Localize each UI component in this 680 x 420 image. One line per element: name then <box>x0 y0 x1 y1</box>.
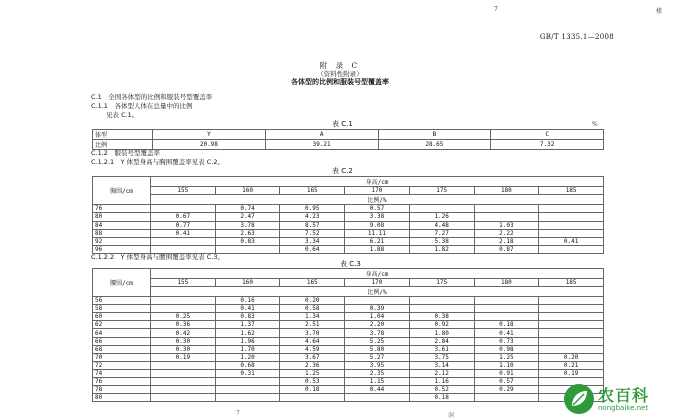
table-c1-cell: 39.21 <box>265 140 378 150</box>
appendix-name: 各体型的比例和服装号型覆盖率 <box>291 78 389 86</box>
table-cell: 1.34 <box>280 313 345 321</box>
table-cell: 5.38 <box>409 237 474 245</box>
table-c1-caption: 表 C.1 <box>332 120 353 128</box>
girth-value: 58 <box>93 305 151 313</box>
table-cell: 3.75 <box>409 353 474 361</box>
height-value: 170 <box>345 279 410 287</box>
table-cell: 3.95 <box>345 361 410 369</box>
table-cell: 2.20 <box>345 321 410 329</box>
table-c1-header-cell: Y <box>153 130 266 140</box>
appendix-title: 附 录 C <box>319 61 361 70</box>
table-cell: 0.19 <box>151 353 216 361</box>
girth-value: 56 <box>93 297 151 305</box>
table-cell: 0.25 <box>151 313 216 321</box>
table-cell: 0.19 <box>539 369 604 377</box>
table-c1-unit: % <box>592 121 598 128</box>
table-cell: 4.48 <box>409 221 474 229</box>
girth-value: 70 <box>93 353 151 361</box>
table-cell: 2.36 <box>280 361 345 369</box>
table-cell: 2.12 <box>409 369 474 377</box>
page-corner-mark: 7 <box>494 6 498 13</box>
table-cell: 2.47 <box>215 213 280 221</box>
table-cell: 0.87 <box>474 246 539 254</box>
table-cell: 0.41 <box>215 305 280 313</box>
height-value: 185 <box>539 187 604 195</box>
height-value: 170 <box>345 187 410 195</box>
table-cell <box>151 361 216 369</box>
height-label: 身高/cm <box>151 177 604 187</box>
table-cell <box>409 305 474 313</box>
table-cell <box>539 205 604 213</box>
table-row <box>93 229 604 237</box>
row-header-label: 胸围/cm <box>93 177 151 205</box>
table-row <box>93 353 604 361</box>
table-cell: 0.30 <box>151 337 216 345</box>
ratio-label-row <box>93 195 604 205</box>
table-cell: 1.25 <box>280 369 345 377</box>
section-c11-ref: 见表 C.1。 <box>106 111 139 119</box>
height-value: 175 <box>409 187 474 195</box>
section-c12: C.1.2 服装号型覆盖率 <box>91 149 160 157</box>
table-row <box>93 221 604 229</box>
girth-value: 74 <box>93 369 151 377</box>
table-cell <box>539 321 604 329</box>
watermark-url: nongbaike.net <box>598 403 649 412</box>
section-c11: C.1.1 各体型人体在总量中的比例 <box>91 102 193 110</box>
table-cell <box>151 378 216 386</box>
table-cell <box>539 213 604 221</box>
table-cell: 0.30 <box>151 345 216 353</box>
girth-value: 80 <box>93 213 151 221</box>
table-cell: 0.41 <box>474 329 539 337</box>
table-cell: 1.20 <box>215 353 280 361</box>
site-watermark-logo <box>564 381 676 417</box>
table-cell: 0.29 <box>474 386 539 394</box>
table-row <box>93 313 604 321</box>
ratio-label: 比例/% <box>151 287 604 297</box>
table-cell <box>539 246 604 254</box>
table-cell: 0.77 <box>151 221 216 229</box>
table-cell <box>215 394 280 402</box>
girth-value: 84 <box>93 221 151 229</box>
table-cell: 0.18 <box>409 394 474 402</box>
girth-value: 96 <box>93 246 151 254</box>
section-c121: C.1.2.1 Y 体型身高与胸围覆盖率见表 C.2。 <box>91 158 224 166</box>
height-value: 155 <box>151 279 216 287</box>
table-cell <box>539 229 604 237</box>
girth-value: 80 <box>93 394 151 402</box>
standard-number: GB/T 1335.1—2008 <box>539 33 614 41</box>
table-cell: 5.27 <box>345 353 410 361</box>
height-value: 165 <box>280 279 345 287</box>
table-cell: 0.83 <box>215 237 280 245</box>
table-cell: 3.34 <box>280 237 345 245</box>
table-cell: 2.51 <box>280 321 345 329</box>
table-cell <box>151 237 216 245</box>
table-row <box>93 205 604 213</box>
appendix-subtitle: （资料性附录） <box>317 70 363 78</box>
table-cell: 0.36 <box>151 321 216 329</box>
table-cell: 1.25 <box>474 353 539 361</box>
table-cell: 0.41 <box>539 237 604 245</box>
table-cell: 0.53 <box>280 378 345 386</box>
table-cell: 2.35 <box>345 369 410 377</box>
table-cell <box>345 297 410 305</box>
table-cell <box>474 313 539 321</box>
table-cell <box>539 305 604 313</box>
table-cell: 0.18 <box>280 386 345 394</box>
table-c1-header-cell: C <box>491 130 604 140</box>
table-row <box>93 369 604 377</box>
table-cell: 5.25 <box>345 337 410 345</box>
table-row <box>93 321 604 329</box>
table-c1-data-row <box>93 140 604 150</box>
table-cell: 2.18 <box>474 237 539 245</box>
table-cell <box>539 221 604 229</box>
footer-mark-right: 洞 <box>448 412 455 419</box>
table-cell: 1.88 <box>345 246 410 254</box>
table-c1-header-cell: B <box>378 130 491 140</box>
table-cell: 0.39 <box>345 305 410 313</box>
table-c1-header-row <box>93 130 604 140</box>
table-row <box>93 297 604 305</box>
table-cell <box>215 246 280 254</box>
table-row <box>93 337 604 345</box>
table-cell <box>151 386 216 394</box>
table-cell: 0.92 <box>409 321 474 329</box>
girth-value: 60 <box>93 313 151 321</box>
table-row <box>93 361 604 369</box>
table-cell: 5.80 <box>345 345 410 353</box>
table-c1-cell: 28.65 <box>378 140 491 150</box>
table-c1-cell: 20.98 <box>153 140 266 150</box>
table-cell: 4.23 <box>280 213 345 221</box>
row-header-label: 腰围/cm <box>93 269 151 297</box>
table-cell: 0.68 <box>215 361 280 369</box>
footer-mark-left: 7 <box>236 410 240 417</box>
table-cell: 1.03 <box>474 221 539 229</box>
height-value: 155 <box>151 187 216 195</box>
table-cell: 4.59 <box>280 345 345 353</box>
table-row <box>93 386 604 394</box>
table-cell: 2.22 <box>474 229 539 237</box>
girth-value: 76 <box>93 378 151 386</box>
height-value: 180 <box>474 187 539 195</box>
section-c1: C.1 全国各体型的比例和服装号型覆盖率 <box>91 93 213 101</box>
girth-value: 76 <box>93 205 151 213</box>
girth-value: 62 <box>93 321 151 329</box>
table-cell: 0.42 <box>151 329 216 337</box>
table-cell <box>345 394 410 402</box>
table-cell: 0.21 <box>539 361 604 369</box>
table-cell: 7.27 <box>409 229 474 237</box>
table-row <box>93 345 604 353</box>
table-cell: 1.80 <box>409 329 474 337</box>
table-cell: 1.04 <box>345 313 410 321</box>
table-cell: 0.67 <box>151 213 216 221</box>
table-cell <box>151 369 216 377</box>
table-row <box>93 394 604 402</box>
girth-value: 66 <box>93 337 151 345</box>
table-cell <box>539 345 604 353</box>
table-cell: 3.78 <box>215 221 280 229</box>
table-cell: 0.95 <box>280 205 345 213</box>
table-c3 <box>92 268 604 402</box>
table-c1-cell: 比例 <box>93 140 153 150</box>
table-cell: 3.14 <box>409 361 474 369</box>
table-cell <box>280 394 345 402</box>
table-c3-caption: 表 C.3 <box>340 260 361 268</box>
table-cell: 2.84 <box>409 337 474 345</box>
girth-value: 64 <box>93 329 151 337</box>
height-value: 165 <box>280 187 345 195</box>
table-row <box>93 237 604 245</box>
table-cell: 1.15 <box>345 378 410 386</box>
table-cell: 8.57 <box>280 221 345 229</box>
table-cell: 9.08 <box>345 221 410 229</box>
watermark-brand: 农百科 <box>598 385 650 405</box>
table-cell <box>151 305 216 313</box>
table-cell: 0.83 <box>215 313 280 321</box>
table-c2 <box>92 176 604 254</box>
table-cell: 0.20 <box>539 353 604 361</box>
table-cell: 2.63 <box>215 229 280 237</box>
table-cell: 0.58 <box>280 305 345 313</box>
table-cell: 0.38 <box>409 313 474 321</box>
table-cell <box>474 213 539 221</box>
table-cell: 1.10 <box>474 361 539 369</box>
height-values-row <box>93 279 604 287</box>
table-cell <box>151 205 216 213</box>
ratio-label-row <box>93 287 604 297</box>
table-cell <box>474 205 539 213</box>
table-cell: 3.38 <box>345 213 410 221</box>
table-cell <box>151 297 216 305</box>
height-value: 185 <box>539 279 604 287</box>
table-c1-header-cell: 体型 <box>93 130 153 140</box>
height-value: 160 <box>215 279 280 287</box>
table-cell: 1.62 <box>215 329 280 337</box>
table-cell: 1.26 <box>409 213 474 221</box>
table-cell: 1.16 <box>409 378 474 386</box>
table-cell: 0.74 <box>215 205 280 213</box>
table-cell: 0.44 <box>345 386 410 394</box>
height-value: 160 <box>215 187 280 195</box>
table-c1 <box>92 129 604 150</box>
table-c3-header-row <box>93 269 604 279</box>
table-cell: 0.73 <box>474 337 539 345</box>
height-label: 身高/cm <box>151 269 604 279</box>
height-value: 180 <box>474 279 539 287</box>
table-cell <box>151 394 216 402</box>
table-cell <box>215 378 280 386</box>
table-cell <box>409 297 474 305</box>
page-corner-char: 楼 <box>656 8 663 15</box>
girth-value: 68 <box>93 345 151 353</box>
table-cell: 0.57 <box>474 378 539 386</box>
table-cell <box>409 205 474 213</box>
table-cell: 1.82 <box>409 246 474 254</box>
girth-value: 88 <box>93 229 151 237</box>
girth-value: 72 <box>93 361 151 369</box>
section-c122: C.1.2.2 Y 体型身高与腰围覆盖率见表 C.3。 <box>91 253 224 261</box>
table-row <box>93 305 604 313</box>
ratio-label: 比例/% <box>151 195 604 205</box>
table-cell: 0.41 <box>151 229 216 237</box>
table-cell: 0.16 <box>215 297 280 305</box>
table-cell: 0.20 <box>280 297 345 305</box>
table-cell <box>539 337 604 345</box>
table-cell <box>215 386 280 394</box>
table-cell: 11.11 <box>345 229 410 237</box>
table-cell: 3.61 <box>409 345 474 353</box>
table-cell: 1.37 <box>215 321 280 329</box>
table-cell <box>474 297 539 305</box>
table-cell: 3.70 <box>280 329 345 337</box>
girth-value: 78 <box>93 386 151 394</box>
height-values-row <box>93 187 604 195</box>
table-cell: 0.52 <box>409 386 474 394</box>
table-cell <box>539 313 604 321</box>
table-cell <box>539 297 604 305</box>
leaf-icon <box>564 384 594 414</box>
table-c1-header-cell: A <box>265 130 378 140</box>
table-cell: 3.67 <box>280 353 345 361</box>
table-cell: 0.31 <box>215 369 280 377</box>
table-cell: 1.70 <box>215 345 280 353</box>
table-row <box>93 378 604 386</box>
table-cell: 0.98 <box>474 345 539 353</box>
table-cell: 7.52 <box>280 229 345 237</box>
table-cell: 4.64 <box>280 337 345 345</box>
table-row <box>93 329 604 337</box>
table-cell <box>474 305 539 313</box>
height-value: 175 <box>409 279 474 287</box>
table-cell: 0.18 <box>474 321 539 329</box>
table-cell <box>474 394 539 402</box>
table-c2-header-row <box>93 177 604 187</box>
table-cell <box>539 329 604 337</box>
table-cell: 0.91 <box>474 369 539 377</box>
table-cell: 6.21 <box>345 237 410 245</box>
table-cell: 3.78 <box>345 329 410 337</box>
table-c1-cell: 7.32 <box>491 140 604 150</box>
girth-value: 92 <box>93 237 151 245</box>
table-cell: 1.96 <box>215 337 280 345</box>
table-cell: 0.64 <box>280 246 345 254</box>
table-cell: 0.57 <box>345 205 410 213</box>
table-c2-caption: 表 C.2 <box>332 167 353 175</box>
table-row <box>93 213 604 221</box>
